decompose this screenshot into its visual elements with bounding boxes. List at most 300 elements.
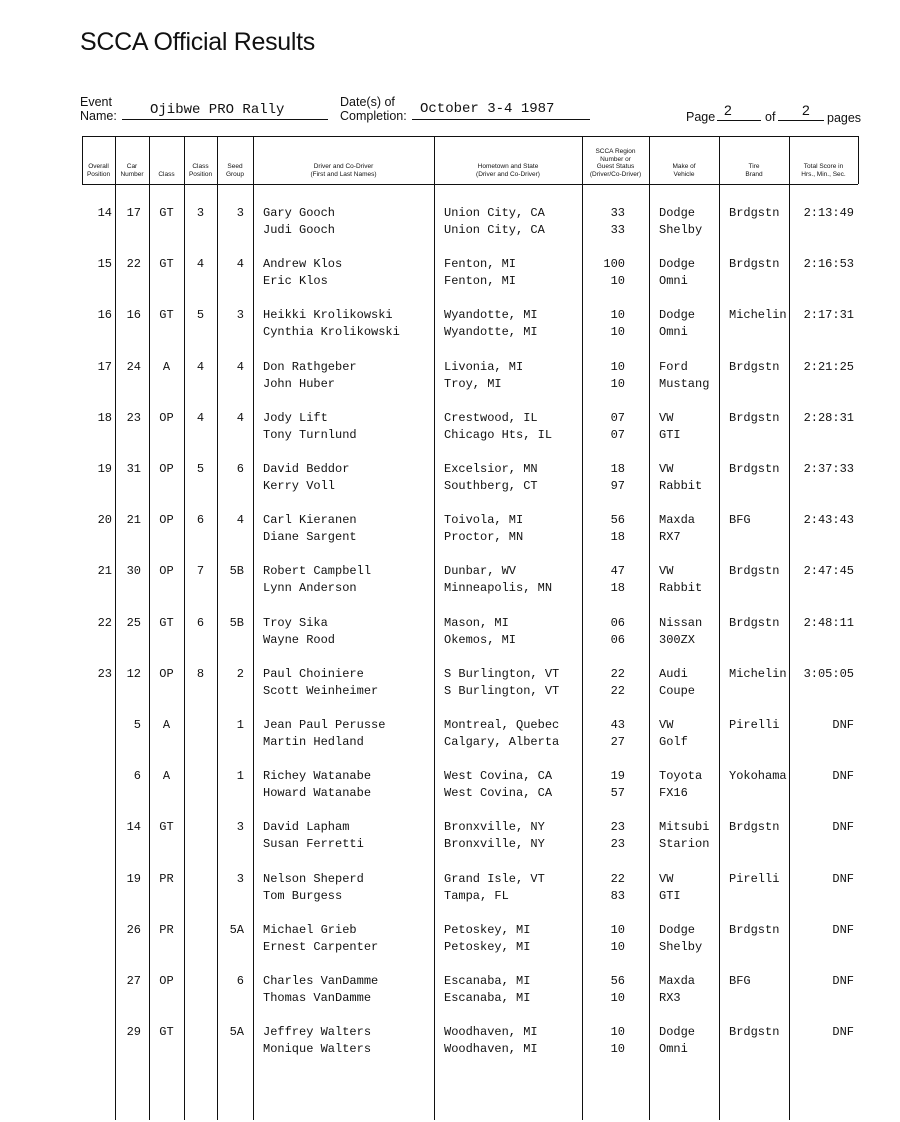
cell-home: [444, 615, 582, 649]
cell-score: 2:13:49: [803, 206, 854, 220]
cell-make: [659, 461, 719, 495]
cell-tire: BFG: [729, 974, 751, 988]
cell-line: 100: [603, 257, 625, 272]
column-header-make: [649, 163, 719, 178]
cell-line: Chicago Hts, IL: [444, 427, 553, 442]
cell-line: 43: [610, 718, 625, 732]
column-header-line: Total Score in: [803, 163, 844, 170]
cell-region: [582, 1024, 625, 1058]
cell-line: 33: [610, 223, 625, 237]
cell-line: Calgary, Alberta: [444, 735, 560, 749]
cell-tire: Brdgstn: [729, 257, 780, 272]
cell-score: 2:43:43: [803, 513, 854, 528]
column-header-cpos: [184, 163, 217, 178]
cell-line: Wayne Rood: [263, 632, 336, 647]
dates-value: October 3-4 1987: [420, 101, 555, 117]
cell-line: Toyota: [659, 769, 703, 784]
column-header-line: (Driver and Co-Driver): [476, 170, 540, 178]
cell-line: 22: [610, 871, 625, 886]
cell-car: 29: [126, 1025, 141, 1040]
event-name-value: Ojibwe PRO Rally: [150, 102, 285, 118]
cell-pos: 15: [97, 257, 112, 272]
cell-line: Howard Watanabe: [263, 786, 372, 801]
cell-home: [444, 359, 582, 393]
cell-driver: [263, 205, 433, 239]
cell-line: Carl Kieranen: [263, 513, 357, 528]
cell-class: OP: [159, 410, 174, 425]
cell-tire: Michelin: [729, 666, 787, 681]
cell-score: DNF: [832, 820, 854, 835]
cell-line: Michael Grieb: [263, 922, 357, 937]
cell-line: Petoskey, MI: [444, 922, 531, 937]
cell-car: 14: [126, 820, 141, 835]
cell-pos: 21: [97, 564, 112, 579]
cell-line: 10: [610, 922, 625, 937]
cell-pos: 18: [97, 410, 112, 425]
column-header-driver: [253, 163, 434, 178]
column-header-line: Number or: [600, 155, 631, 163]
cell-line: Golf: [659, 735, 688, 749]
cell-class: GT: [159, 615, 174, 630]
cell-tire: Brdgstn: [729, 359, 780, 374]
cell-region: [582, 922, 625, 956]
cell-region: [582, 512, 625, 546]
cell-line: Omni: [659, 274, 688, 289]
cell-home: [444, 819, 582, 853]
total-pages: 2: [802, 102, 810, 118]
cell-class: OP: [159, 666, 174, 681]
cell-line: VW: [659, 462, 674, 476]
cell-line: Jeffrey Walters: [263, 1025, 372, 1040]
cell-cpos: 8: [196, 666, 205, 681]
cell-class: OP: [159, 564, 174, 579]
cell-pos: 14: [97, 206, 112, 220]
cell-class: OP: [159, 513, 174, 528]
column-header-pos: [82, 163, 115, 178]
cell-home: [444, 666, 582, 700]
cell-line: Nissan: [659, 615, 703, 630]
cell-region: [582, 256, 625, 290]
column-header-line: Make of: [672, 163, 696, 170]
cell-line: S Burlington, VT: [444, 666, 560, 681]
cell-seed: 5A: [229, 922, 244, 937]
cell-line: Escanaba, MI: [444, 991, 531, 1005]
cell-line: Robert Campbell: [263, 564, 372, 579]
cell-cpos: 6: [196, 513, 205, 528]
cell-line: 57: [610, 786, 625, 801]
cell-class: A: [162, 769, 171, 784]
cell-line: Kerry Voll: [263, 479, 336, 493]
cell-seed: 6: [236, 974, 244, 988]
cell-car: 19: [126, 871, 141, 886]
cell-line: Dodge: [659, 308, 696, 323]
cell-class: A: [162, 718, 171, 732]
cell-line: 33: [610, 206, 625, 220]
cell-make: [659, 922, 719, 956]
cell-score: 2:37:33: [803, 462, 854, 476]
cell-tire: BFG: [729, 513, 751, 528]
cell-line: 27: [610, 735, 625, 749]
column-header-line: (Driver/Co-Driver): [589, 170, 642, 178]
page-label: Page: [686, 110, 716, 124]
cell-cpos: 4: [196, 257, 205, 272]
cell-seed: 5B: [229, 615, 244, 630]
cell-line: Dodge: [659, 206, 696, 220]
cell-class: OP: [159, 974, 174, 988]
cell-line: 18: [610, 581, 625, 596]
cell-driver: [263, 871, 433, 905]
cell-seed: 4: [236, 257, 244, 272]
cell-pos: 23: [97, 666, 112, 681]
cell-line: 300ZX: [659, 632, 696, 647]
cell-region: [582, 410, 625, 444]
cell-line: 19: [610, 769, 625, 784]
column-header-line: Brand: [745, 170, 763, 178]
page-title: SCCA Official Results: [80, 28, 315, 56]
cell-home: [444, 871, 582, 905]
cell-line: 10: [610, 939, 625, 954]
cell-line: Charles VanDamme: [263, 974, 379, 988]
cell-car: 22: [126, 257, 141, 272]
cell-home: [444, 205, 582, 239]
cell-line: VW: [659, 410, 674, 425]
cell-region: [582, 666, 625, 700]
cell-line: 10: [610, 1042, 625, 1057]
cell-make: [659, 410, 719, 444]
cell-tire: Pirelli: [729, 871, 780, 886]
cell-make: [659, 768, 719, 802]
cell-class: OP: [159, 462, 174, 476]
cell-score: 2:17:31: [803, 308, 854, 323]
cell-pos: 20: [97, 513, 112, 528]
cell-pos: 16: [97, 308, 112, 323]
cell-driver: [263, 615, 433, 649]
cell-line: Monique Walters: [263, 1042, 372, 1057]
cell-home: [444, 512, 582, 546]
cell-score: DNF: [832, 769, 854, 784]
cell-car: 23: [126, 410, 141, 425]
cell-pos: 19: [97, 462, 112, 476]
cell-line: 10: [610, 991, 625, 1005]
cell-home: [444, 256, 582, 290]
cell-driver: [263, 717, 433, 751]
cell-score: DNF: [832, 718, 854, 732]
cell-class: A: [162, 359, 171, 374]
cell-line: Livonia, MI: [444, 359, 524, 374]
cell-home: [444, 768, 582, 802]
column-header-line: (First and Last Names): [310, 170, 377, 178]
cell-line: 97: [610, 479, 625, 493]
cell-make: [659, 307, 719, 341]
cell-cpos: 5: [196, 308, 205, 323]
cell-seed: 1: [236, 718, 244, 732]
cell-home: [444, 307, 582, 341]
cell-line: 18: [610, 530, 625, 545]
cell-line: Starion: [659, 837, 710, 852]
column-header-seed: [217, 163, 253, 178]
cell-line: Cynthia Krolikowski: [263, 325, 400, 340]
cell-line: Omni: [659, 325, 688, 340]
cell-line: Eric Klos: [263, 274, 328, 289]
cell-line: Judi Gooch: [263, 223, 336, 237]
cell-region: [582, 973, 625, 1007]
cell-driver: [263, 307, 433, 341]
cell-make: [659, 512, 719, 546]
column-header-line: Seed: [227, 163, 243, 170]
cell-line: Bronxville, NY: [444, 820, 545, 835]
cell-region: [582, 819, 625, 853]
cell-seed: 1: [236, 769, 244, 784]
cell-line: 22: [610, 666, 625, 681]
cell-line: Tony Turnlund: [263, 427, 357, 442]
cell-line: West Covina, CA: [444, 786, 553, 801]
cell-car: 17: [126, 206, 141, 220]
cell-line: 06: [610, 632, 625, 647]
cell-line: Dodge: [659, 1025, 696, 1040]
cell-line: 07: [610, 410, 625, 425]
cell-line: Fenton, MI: [444, 274, 517, 289]
cell-region: [582, 717, 625, 751]
cell-line: Nelson Sheperd: [263, 871, 364, 886]
cell-line: Southberg, CT: [444, 479, 538, 493]
column-header-line: Overall: [88, 163, 109, 170]
cell-make: [659, 871, 719, 905]
cell-line: GTI: [659, 888, 681, 903]
cell-car: 26: [126, 922, 141, 937]
cell-tire: Brdgstn: [729, 615, 780, 630]
cell-class: PR: [159, 871, 174, 886]
cell-driver: [263, 563, 433, 597]
dates-label: Date(s) of Completion:: [340, 95, 407, 123]
cell-driver: [263, 666, 433, 700]
cell-line: Paul Choiniere: [263, 666, 364, 681]
dates-underline: [412, 119, 590, 120]
cell-line: Troy Sika: [263, 615, 328, 630]
cell-region: [582, 768, 625, 802]
cell-home: [444, 410, 582, 444]
cell-score: DNF: [832, 1025, 854, 1040]
cell-class: GT: [159, 1025, 174, 1040]
cell-score: DNF: [832, 922, 854, 937]
cell-tire: Yokohama: [729, 769, 787, 784]
cell-home: [444, 717, 582, 751]
cell-score: 2:48:11: [803, 615, 854, 630]
cell-line: Omni: [659, 1042, 688, 1057]
total-pages-underline: [778, 120, 824, 121]
cell-make: [659, 205, 719, 239]
cell-line: FX16: [659, 786, 688, 801]
cell-line: David Lapham: [263, 820, 350, 835]
cell-seed: 4: [236, 359, 244, 374]
cell-line: 10: [610, 274, 625, 289]
column-rule: [858, 136, 859, 184]
cell-cpos: 7: [196, 564, 205, 579]
cell-line: Crestwood, IL: [444, 410, 538, 425]
cell-line: Coupe: [659, 683, 696, 698]
cell-make: [659, 256, 719, 290]
cell-line: 10: [610, 308, 625, 323]
cell-line: VW: [659, 564, 674, 579]
cell-line: 83: [610, 888, 625, 903]
column-header-score: [789, 163, 858, 178]
column-header-line: Number: [120, 170, 144, 178]
cell-line: John Huber: [263, 376, 336, 391]
cell-car: 31: [126, 462, 141, 476]
column-header-line: Group: [225, 170, 245, 178]
column-header-line: Guest Status: [596, 163, 635, 170]
cell-driver: [263, 768, 433, 802]
column-rule: [434, 136, 435, 1120]
cell-line: S Burlington, VT: [444, 683, 560, 698]
column-rule: [649, 136, 650, 1120]
cell-make: [659, 717, 719, 751]
cell-line: Grand Isle, VT: [444, 871, 545, 886]
cell-class: GT: [159, 206, 174, 220]
cell-make: [659, 359, 719, 393]
cell-score: 2:21:25: [803, 359, 854, 374]
cell-seed: 4: [236, 410, 244, 425]
cell-line: GTI: [659, 427, 681, 442]
cell-line: Rabbit: [659, 479, 703, 493]
column-header-line: Hometown and State: [477, 163, 539, 170]
cell-make: [659, 666, 719, 700]
column-header-line: Class: [192, 163, 209, 170]
cell-line: Heikki Krolikowski: [263, 308, 393, 323]
cell-line: Fenton, MI: [444, 257, 517, 272]
cell-seed: 3: [236, 871, 244, 886]
cell-seed: 3: [236, 206, 244, 220]
cell-line: Dodge: [659, 257, 696, 272]
cell-line: Tom Burgess: [263, 888, 343, 903]
cell-line: VW: [659, 871, 674, 886]
page-number-underline: [717, 120, 761, 121]
cell-driver: [263, 410, 433, 444]
cell-line: Richey Watanabe: [263, 769, 372, 784]
cell-tire: Brdgstn: [729, 820, 780, 835]
cell-line: 23: [610, 820, 625, 835]
cell-line: Proctor, MN: [444, 530, 524, 545]
cell-line: 10: [610, 376, 625, 391]
cell-line: 56: [610, 974, 625, 988]
cell-line: Montreal, Quebec: [444, 718, 560, 732]
cell-line: 23: [610, 837, 625, 852]
cell-line: Escanaba, MI: [444, 974, 531, 988]
cell-line: Union City, CA: [444, 206, 545, 220]
cell-line: Ernest Carpenter: [263, 939, 379, 954]
cell-line: Scott Weinheimer: [263, 683, 379, 698]
cell-class: PR: [159, 922, 174, 937]
cell-seed: 5A: [229, 1025, 244, 1040]
cell-line: 10: [610, 1025, 625, 1040]
pages-label: pages: [827, 111, 862, 125]
column-header-line: Hrs., Min., Sec.: [801, 170, 846, 178]
cell-line: RX7: [659, 530, 681, 545]
cell-line: Jean Paul Perusse: [263, 718, 386, 732]
cell-car: 24: [126, 359, 141, 374]
cell-line: 56: [610, 513, 625, 528]
cell-seed: 5B: [229, 564, 244, 579]
cell-line: Martin Hedland: [263, 735, 364, 749]
cell-region: [582, 307, 625, 341]
table-header-rule: [82, 184, 858, 185]
cell-line: David Beddor: [263, 462, 350, 476]
cell-region: [582, 563, 625, 597]
cell-line: Gary Gooch: [263, 206, 336, 220]
column-header-line: Tire: [748, 163, 760, 170]
cell-car: 27: [126, 974, 141, 988]
cell-region: [582, 205, 625, 239]
cell-car: 6: [133, 769, 141, 784]
cell-line: Jody Lift: [263, 410, 328, 425]
cell-seed: 4: [236, 513, 244, 528]
cell-make: [659, 1024, 719, 1058]
cell-line: 06: [610, 615, 625, 630]
cell-seed: 2: [236, 666, 244, 681]
cell-car: 21: [126, 513, 141, 528]
cell-score: DNF: [832, 871, 854, 886]
cell-region: [582, 615, 625, 649]
cell-driver: [263, 512, 433, 546]
column-header-line: SCCA Region: [595, 148, 636, 155]
cell-car: 12: [126, 666, 141, 681]
cell-make: [659, 819, 719, 853]
cell-line: Ford: [659, 359, 688, 374]
column-header-line: Car: [126, 163, 138, 170]
cell-car: 25: [126, 615, 141, 630]
cell-line: Dodge: [659, 922, 696, 937]
cell-tire: Michelin: [729, 308, 787, 323]
cell-line: 18: [610, 462, 625, 476]
page-number: 2: [724, 102, 732, 118]
cell-score: 2:16:53: [803, 257, 854, 272]
cell-line: Mustang: [659, 376, 710, 391]
cell-line: Okemos, MI: [444, 632, 517, 647]
cell-pos: 17: [97, 359, 112, 374]
cell-line: Maxda: [659, 513, 696, 528]
cell-score: 2:28:31: [803, 410, 854, 425]
cell-line: Audi: [659, 666, 688, 681]
cell-tire: Brdgstn: [729, 1025, 780, 1040]
cell-line: 47: [610, 564, 625, 579]
cell-car: 30: [126, 564, 141, 579]
cell-line: Wyandotte, MI: [444, 308, 538, 323]
cell-cpos: 5: [196, 462, 205, 476]
cell-line: Excelsior, MN: [444, 462, 538, 476]
cell-driver: [263, 1024, 433, 1058]
cell-line: Wyandotte, MI: [444, 325, 538, 340]
cell-line: West Covina, CA: [444, 769, 553, 784]
cell-driver: [263, 359, 433, 393]
cell-tire: Brdgstn: [729, 410, 780, 425]
column-header-line: Driver and Co-Driver: [313, 163, 374, 170]
cell-line: Thomas VanDamme: [263, 991, 372, 1005]
cell-line: RX3: [659, 991, 681, 1005]
cell-make: [659, 973, 719, 1007]
cell-driver: [263, 922, 433, 956]
cell-cpos: 6: [196, 615, 205, 630]
cell-line: Petoskey, MI: [444, 939, 531, 954]
cell-class: GT: [159, 308, 174, 323]
cell-home: [444, 1024, 582, 1058]
cell-line: Don Rathgeber: [263, 359, 357, 374]
cell-tire: Brdgstn: [729, 462, 780, 476]
cell-line: Union City, CA: [444, 223, 545, 237]
cell-pos: 22: [97, 615, 112, 630]
cell-driver: [263, 461, 433, 495]
column-header-car: [115, 163, 149, 178]
cell-line: Rabbit: [659, 581, 703, 596]
cell-tire: Brdgstn: [729, 206, 780, 220]
